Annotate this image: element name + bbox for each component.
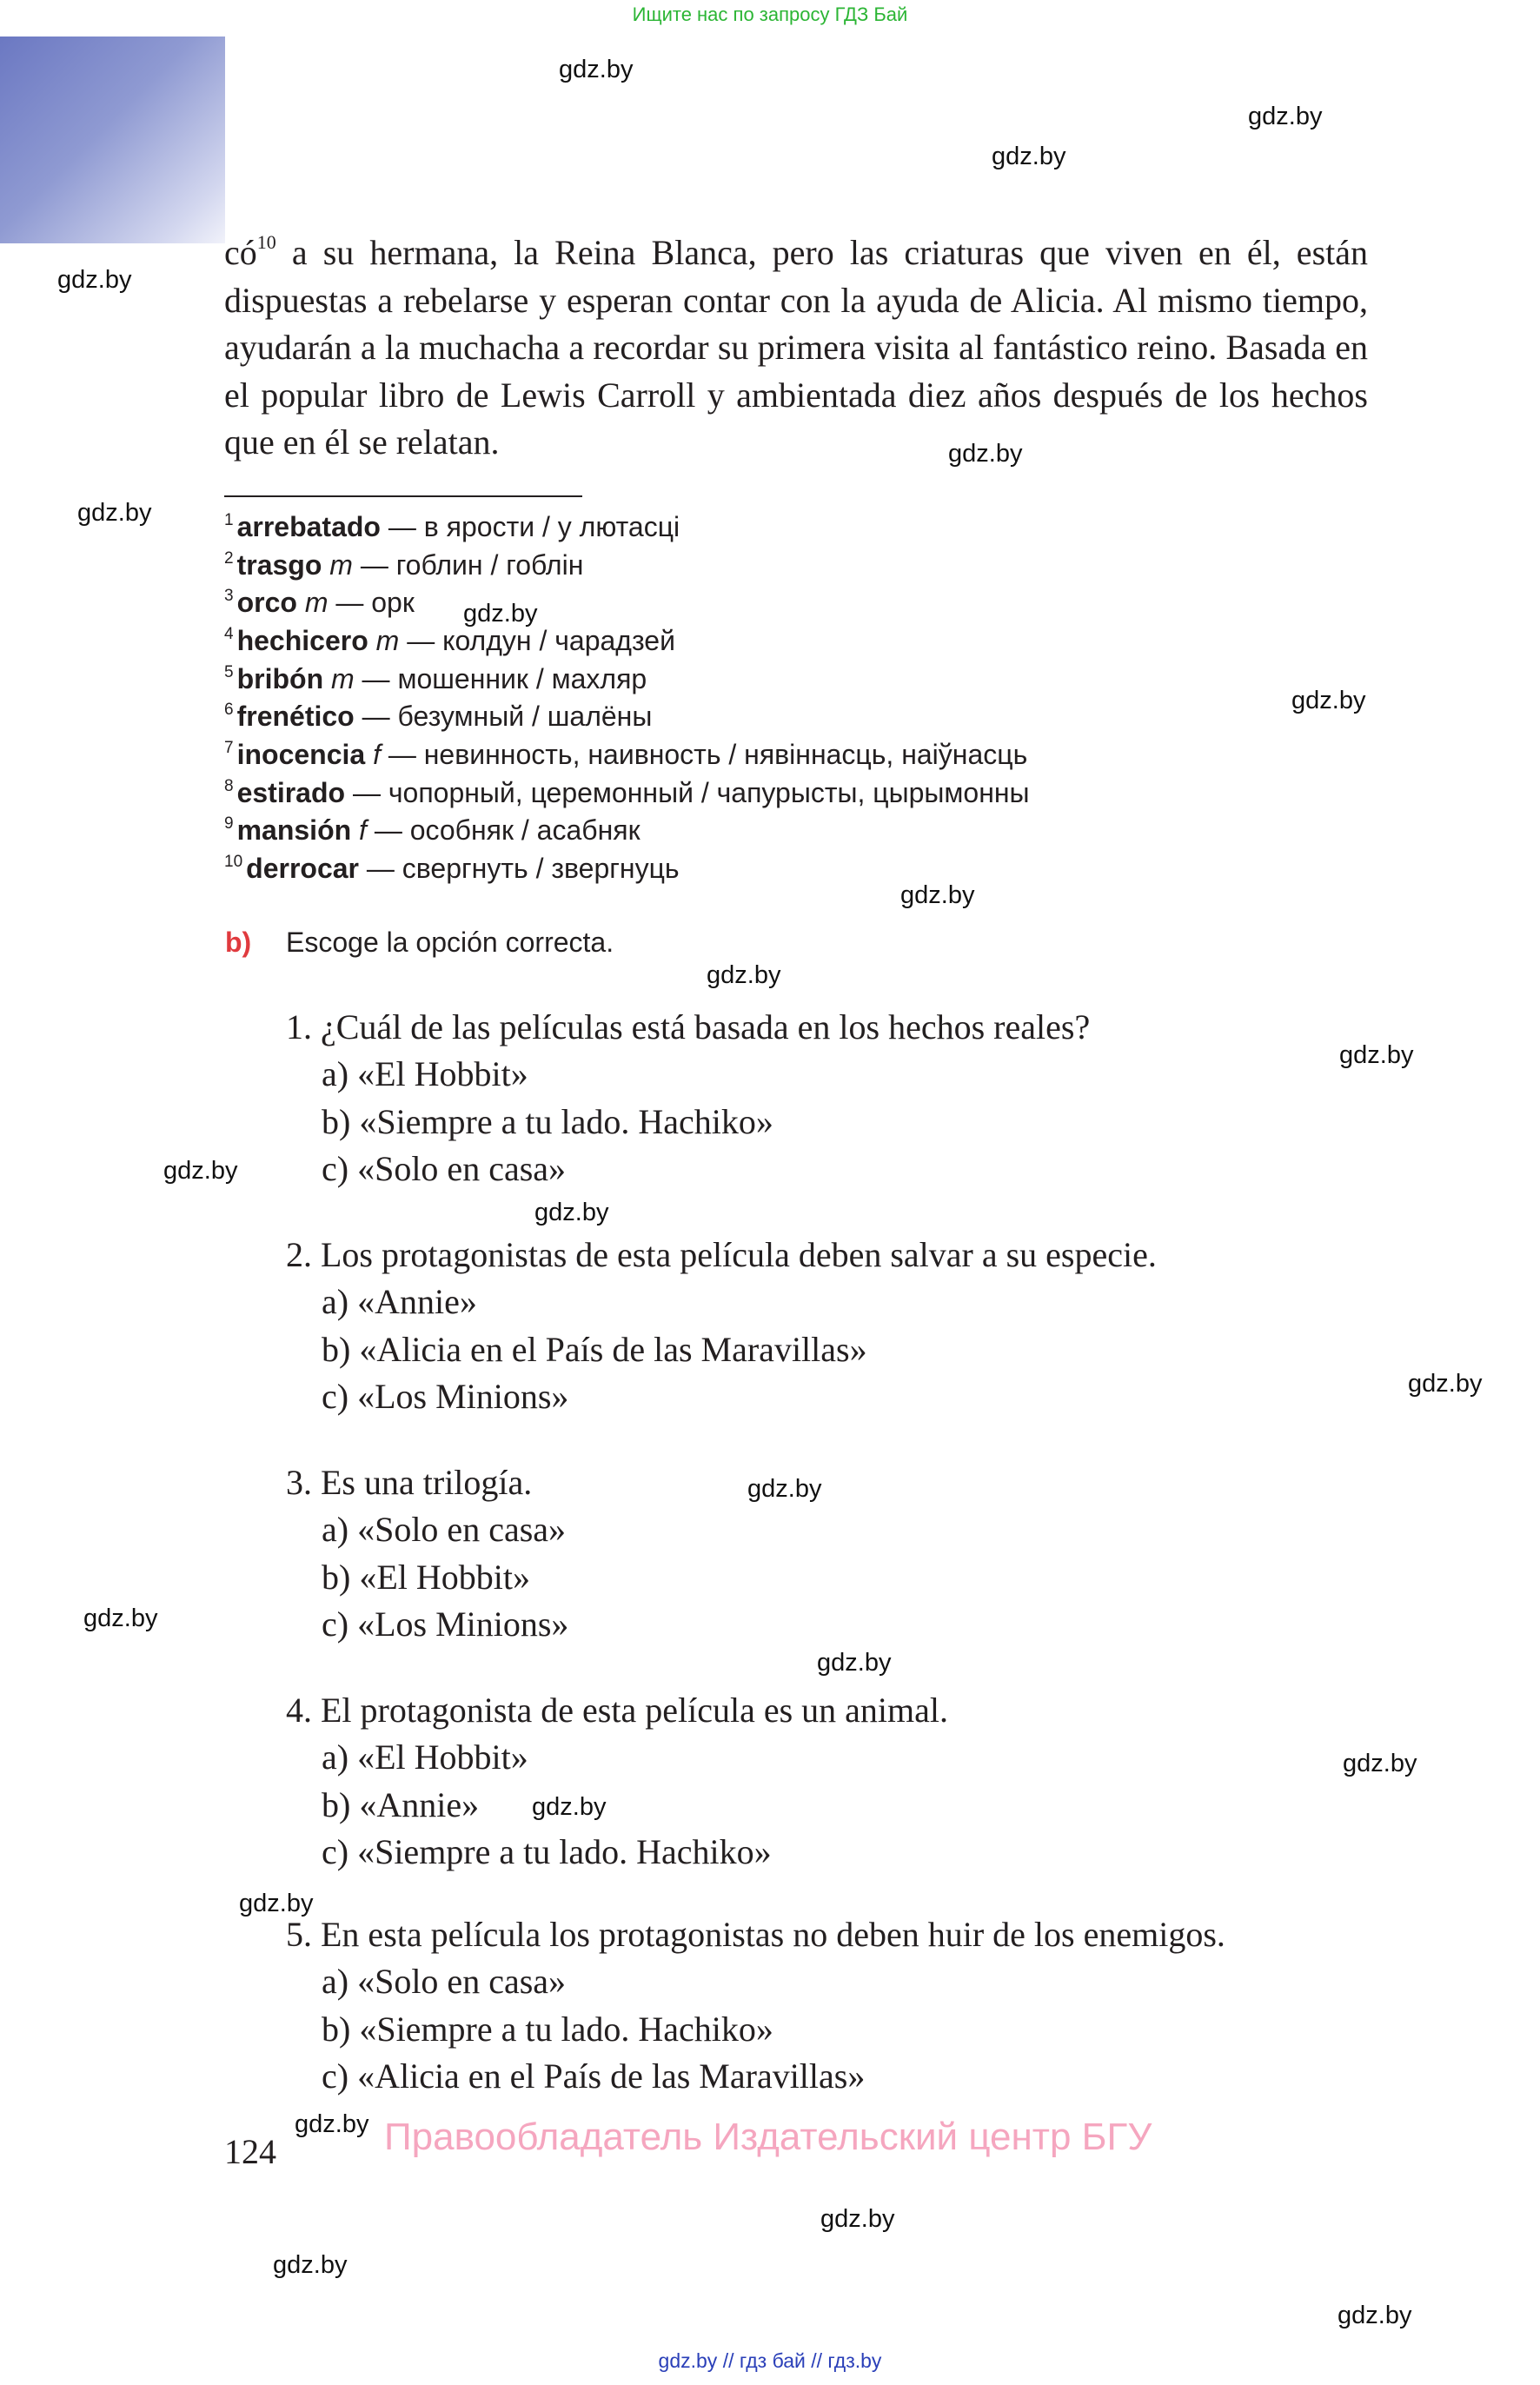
footnote-number: 1 (224, 511, 234, 529)
footnote-gender: f (373, 739, 381, 770)
footnote-item (224, 549, 583, 581)
answer-option[interactable]: a) «Annie» (322, 1282, 477, 1321)
watermark: gdz.by (747, 1475, 822, 1503)
footnote-item (224, 814, 641, 847)
footnote-item (224, 701, 652, 733)
footnote-number: 8 (224, 777, 234, 795)
footnote-number: 7 (224, 739, 234, 757)
footnote-term: trasgo (236, 549, 322, 581)
answer-option[interactable]: a) «Solo en casa» (322, 1962, 567, 2001)
page-number: 124 (224, 2132, 276, 2171)
body-paragraph (224, 229, 1368, 467)
watermark: gdz.by (239, 1890, 314, 1917)
watermark: gdz.by (273, 2251, 348, 2279)
footnote-number: 9 (224, 814, 234, 833)
watermark: gdz.by (83, 1604, 158, 1632)
answer-option[interactable]: c) «Alicia en el País de las Maravillas» (322, 2056, 866, 2096)
footnote-translation: — чопорный, церемонный / чапурысты, цырымонны (345, 777, 1030, 808)
watermark: gdz.by (1291, 687, 1366, 714)
watermark: gdz.by (559, 56, 634, 83)
answer-option[interactable]: a) «El Hobbit» (322, 1737, 528, 1777)
footnote-translation: — в ярости / у лютасці (380, 511, 680, 542)
footnote-item (224, 853, 680, 885)
question-stem: 4. El protagonista de esta película es un animal. (286, 1691, 948, 1730)
answer-option[interactable]: b) «Annie» (322, 1785, 480, 1824)
footnote-gender: m (331, 663, 355, 694)
watermark: gdz.by (820, 2205, 895, 2233)
copyright-notice: Правообладатель Издательский центр БГУ (384, 2116, 1152, 2158)
footnote-gender: m (375, 625, 400, 656)
footnote-divider (224, 495, 582, 497)
footnote-translation: — гоблин / гоблін (352, 549, 584, 581)
answer-option[interactable]: a) «El Hobbit» (322, 1054, 528, 1093)
footnote-translation: — орк (328, 587, 415, 618)
footnote-number: 10 (224, 853, 243, 871)
footnote-item (224, 663, 647, 695)
watermark: gdz.by (817, 1649, 892, 1677)
watermark: gdz.by (463, 600, 538, 628)
watermark: gdz.by (948, 440, 1023, 468)
footnote-number: 5 (224, 663, 234, 681)
watermark: gdz.by (1408, 1370, 1483, 1398)
footnote-item (224, 511, 680, 543)
answer-option[interactable]: c) «Solo en casa» (322, 1149, 567, 1188)
footnote-term: estirado (236, 777, 346, 808)
footnote-term: orco (236, 587, 297, 618)
footnote-term: hechicero (236, 625, 368, 656)
footnote-translation: — свергнуть / звергнуць (358, 853, 680, 884)
answer-option[interactable]: b) «Siempre a tu lado. Hachiko» (322, 1102, 773, 1141)
answer-option[interactable]: c) «Los Minions» (322, 1604, 569, 1644)
footnote-term: frenético (236, 701, 355, 732)
answer-option[interactable]: b) «El Hobbit» (322, 1558, 530, 1597)
footnote-item (224, 777, 1030, 809)
footnote-number: 2 (224, 549, 234, 568)
watermark: gdz.by (1343, 1750, 1417, 1777)
answer-option[interactable]: b) «Alicia en el País de las Maravillas» (322, 1330, 867, 1369)
task-instruction: Escoge la opción correcta. (286, 927, 614, 958)
paragraph-lead: có (224, 233, 257, 272)
watermark: gdz.by (707, 961, 781, 989)
footnote-translation: — невинность, наивность / нявіннасць, наіўнасць (380, 739, 1028, 770)
footnote-term: derrocar (246, 853, 359, 884)
footnote-translation: — мошенник / махляр (354, 663, 647, 694)
footnote-gender: m (329, 549, 353, 581)
watermark: gdz.by (1338, 2302, 1412, 2329)
watermark: gdz.by (900, 881, 975, 909)
question-stem: 5. En esta película los protagonistas no deben huir de los enemigos. (286, 1915, 1225, 1954)
question-stem: 2. Los protagonistas de esta película deben salvar a su especie. (286, 1235, 1157, 1274)
footnote-item (224, 587, 415, 619)
footnote-ref: 10 (256, 231, 276, 253)
watermark: gdz.by (163, 1157, 238, 1185)
question-stem: 1. ¿Cuál de las películas está basada en los hechos reales? (286, 1007, 1091, 1046)
answer-option[interactable]: c) «Siempre a tu lado. Hachiko» (322, 1832, 772, 1871)
footnote-translation: — колдун / чарадзей (399, 625, 675, 656)
footnote-number: 4 (224, 625, 234, 643)
task-letter: b) (225, 927, 252, 958)
watermark: gdz.by (57, 266, 132, 294)
watermark: gdz.by (295, 2110, 369, 2138)
watermark: gdz.by (1248, 103, 1323, 130)
footnote-item (224, 739, 1027, 771)
footnote-term: bribón (236, 663, 324, 694)
watermark: gdz.by (992, 143, 1066, 170)
footnote-term: arrebatado (236, 511, 381, 542)
watermark: gdz.by (1339, 1041, 1414, 1069)
corner-decoration (0, 37, 225, 243)
watermark: gdz.by (534, 1199, 609, 1226)
footnote-gender: m (304, 587, 329, 618)
watermark: gdz.by (532, 1793, 607, 1821)
watermark: gdz.by (77, 499, 152, 527)
answer-option[interactable]: c) «Los Minions» (322, 1377, 569, 1416)
question-stem: 3. Es una trilogía. (286, 1463, 533, 1502)
footnote-translation: — безумный / шалёны (354, 701, 653, 732)
top-banner[interactable]: Ищите нас по запросу ГДЗ Бай (632, 3, 908, 25)
answer-option[interactable]: b) «Siempre a tu lado. Hachiko» (322, 2010, 773, 2049)
answer-option[interactable]: a) «Solo en casa» (322, 1510, 567, 1549)
footnote-number: 6 (224, 701, 234, 719)
footnote-translation: — особняк / асабняк (366, 814, 641, 846)
paragraph-text: a su hermana, la Reina Blanca, pero las criaturas que viven en él, están dispuestas a rebelarse y esperan contar con la ayuda de Alicia. Al mismo tiempo, ayudarán a la muchacha a recordar su primera visita al fantástico reino. Basada en el popular libro de Lewis Carroll y ambientada diez años después de los hechos que en él se relatan. (224, 233, 1368, 462)
footnote-term: inocencia (236, 739, 366, 770)
footnote-gender: f (359, 814, 367, 846)
bottom-links[interactable]: gdz.by // гдз бай // гдз.by (658, 2349, 882, 2372)
footnote-number: 3 (224, 587, 234, 605)
footnote-item (224, 625, 675, 657)
footnote-term: mansión (236, 814, 352, 846)
